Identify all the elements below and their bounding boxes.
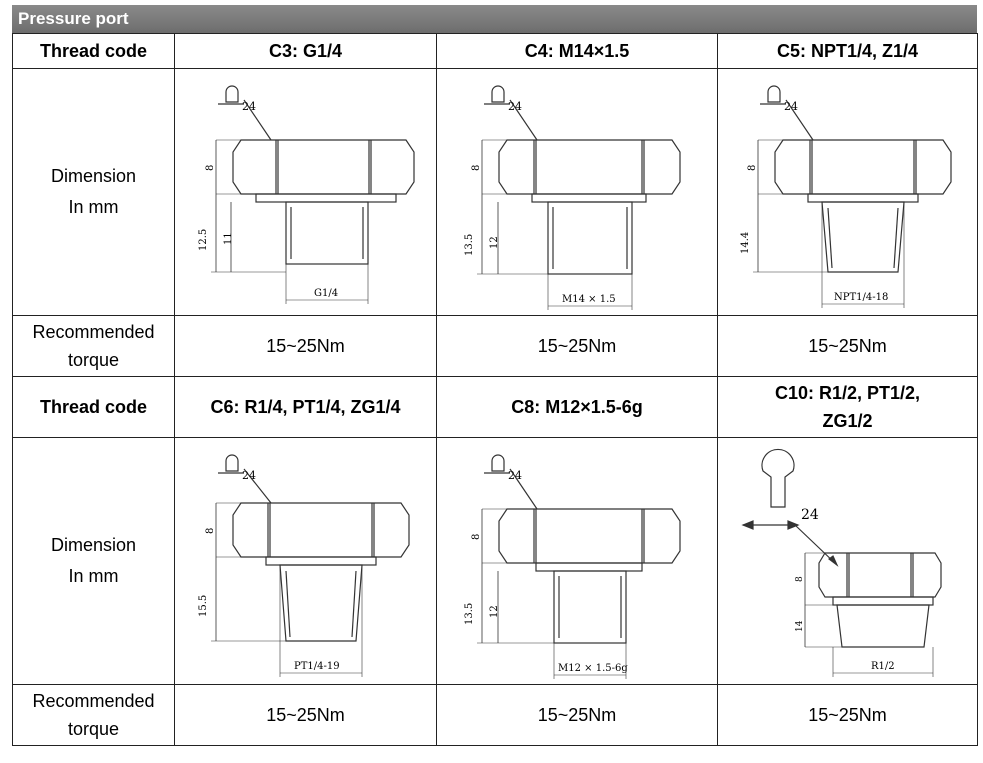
thread-len-c4: 12 bbox=[489, 236, 500, 249]
wrench-icon bbox=[226, 86, 238, 102]
wrench-size-c4: 24 bbox=[508, 100, 522, 113]
thread-len-c10: 14 bbox=[794, 620, 805, 632]
drawing-c8 bbox=[462, 441, 692, 681]
drawing-cell-c10 bbox=[718, 438, 978, 685]
wrench-icon bbox=[768, 86, 780, 102]
table-row bbox=[13, 69, 978, 316]
drawing-c10 bbox=[733, 441, 963, 681]
code-c5: C5: NPT1/4, Z1/4 bbox=[718, 34, 978, 69]
thread-c6: PT1/4-19 bbox=[293, 661, 340, 672]
drawing-c6 bbox=[196, 441, 416, 681]
dimension-label-line2: In mm bbox=[68, 197, 119, 217]
hex-height-c4: 8 bbox=[471, 164, 482, 171]
wrench-size-c3: 24 bbox=[241, 100, 256, 113]
torque-label-line1: Recommended bbox=[32, 322, 155, 342]
code-c8: C8: M12×1.5-6g bbox=[437, 377, 718, 438]
dimension-label-2-line2: In mm bbox=[68, 566, 119, 586]
section-header bbox=[12, 5, 977, 33]
section-title: Pressure port bbox=[18, 9, 129, 28]
table-row bbox=[13, 316, 978, 377]
drawing-cell-c4 bbox=[437, 69, 718, 316]
torque-label-2-line1: Recommended bbox=[32, 691, 155, 711]
drawing-cell-c3 bbox=[175, 69, 437, 316]
wrench-size-c8: 24 bbox=[508, 469, 522, 482]
drawing-cell-c5 bbox=[718, 69, 978, 316]
torque-c4: 15~25Nm bbox=[437, 316, 718, 377]
wrench-icon bbox=[492, 455, 504, 471]
torque-label bbox=[13, 316, 175, 377]
overall-c5: 14.4 bbox=[739, 231, 751, 254]
hex-height-c6: 8 bbox=[204, 527, 216, 534]
wrench-icon bbox=[226, 455, 238, 471]
wrench-size-c6: 24 bbox=[241, 469, 256, 482]
table-row bbox=[13, 34, 978, 69]
thread-c4: M14 × 1.5 bbox=[562, 294, 616, 305]
drawing-c5 bbox=[738, 72, 958, 312]
table-row bbox=[13, 377, 978, 438]
drawing-cell-c8 bbox=[437, 438, 718, 685]
overall-c8: 13.5 bbox=[464, 602, 475, 625]
wrench-size-c5: 24 bbox=[783, 100, 798, 113]
dimension-label-line1: Dimension bbox=[50, 166, 137, 186]
code-c10 bbox=[718, 377, 978, 438]
dimension-label-2 bbox=[13, 438, 175, 685]
code-c10-line1: C10: R1/2, PT1/2, bbox=[774, 383, 921, 403]
wrench-size-c10: 24 bbox=[800, 507, 819, 523]
thread-c10: R1/2 bbox=[870, 661, 895, 672]
torque-c5: 15~25Nm bbox=[718, 316, 978, 377]
torque-c10: 15~25Nm bbox=[718, 685, 978, 746]
thread-code-label-2: Thread code bbox=[13, 377, 175, 438]
overall-c3: 12.5 bbox=[197, 228, 209, 251]
thread-c3: G1/4 bbox=[313, 288, 338, 299]
table-row bbox=[13, 685, 978, 746]
code-c4: C4: M14×1.5 bbox=[437, 34, 718, 69]
torque-label-2 bbox=[13, 685, 175, 746]
code-c10-line2: ZG1/2 bbox=[822, 411, 873, 431]
drawing-cell-c6 bbox=[175, 438, 437, 685]
dimension-label bbox=[13, 69, 175, 316]
hex-height-c8: 8 bbox=[471, 533, 482, 540]
thread-len-c3: 11 bbox=[222, 232, 234, 245]
dimension-label-2-line1: Dimension bbox=[50, 535, 137, 555]
code-c3: C3: G1/4 bbox=[175, 34, 437, 69]
overall-c6: 15.5 bbox=[197, 594, 209, 617]
pressure-port-table bbox=[12, 33, 978, 746]
hex-height-c10: 8 bbox=[794, 576, 805, 582]
thread-c5: NPT1/4-18 bbox=[833, 292, 888, 303]
thread-c8: M12 × 1.5-6g bbox=[558, 663, 628, 674]
overall-c4: 13.5 bbox=[464, 233, 475, 256]
wrench-icon bbox=[492, 86, 504, 102]
thread-code-label: Thread code bbox=[13, 34, 175, 69]
torque-c6: 15~25Nm bbox=[175, 685, 437, 746]
code-c6: C6: R1/4, PT1/4, ZG1/4 bbox=[175, 377, 437, 438]
hex-height-c5: 8 bbox=[746, 164, 758, 171]
wrench-icon bbox=[762, 449, 794, 507]
torque-label-2-line2: torque bbox=[67, 719, 120, 739]
drawing-c4 bbox=[462, 72, 692, 312]
torque-label-line2: torque bbox=[67, 350, 120, 370]
torque-c8: 15~25Nm bbox=[437, 685, 718, 746]
drawing-c3 bbox=[196, 72, 416, 312]
hex-height-c3: 8 bbox=[204, 164, 216, 171]
torque-c3: 15~25Nm bbox=[175, 316, 437, 377]
table-row bbox=[13, 438, 978, 685]
thread-len-c8: 12 bbox=[489, 605, 500, 618]
